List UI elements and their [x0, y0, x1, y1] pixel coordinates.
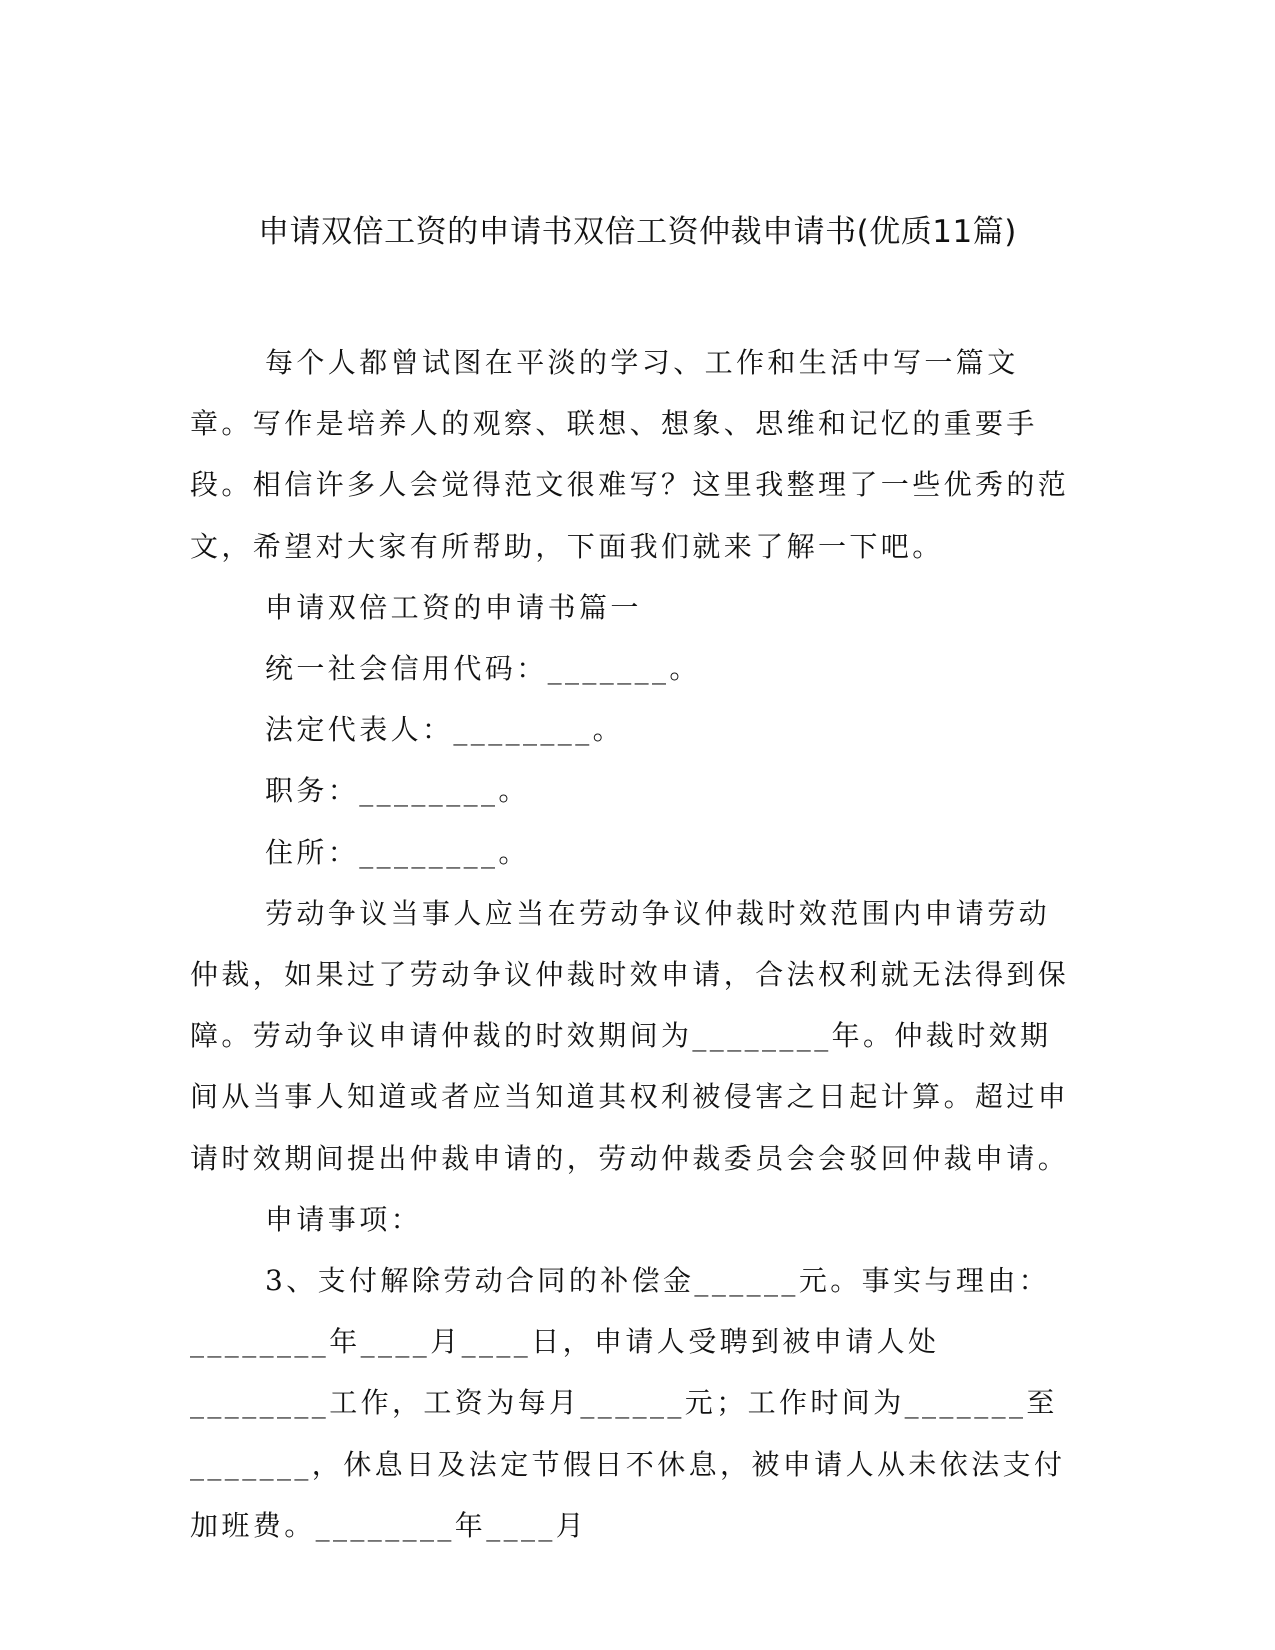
- credit-code-line: 统一社会信用代码：_______。: [265, 652, 701, 686]
- intro-paragraph: 每个人都曾试图在平淡的学习、工作和生活中写一篇文章。写作是培养人的观察、联想、想象、思维和记忆的重要手段。相信许多人会觉得范文很难写？这里我整理了一些优秀的范文，希望对大家有所帮助，下面我们就来了解一下吧。: [190, 346, 1070, 563]
- document-title: 申请双倍工资的申请书双倍工资仲裁申请书(优质11篇): [258, 214, 1017, 250]
- compensation-item-line: 3、支付解除劳动合同的补偿金______元。事实与理由：: [265, 1264, 1051, 1298]
- facts-paragraph: ________年____月____日，申请人受聘到被申请人处________工作，工资为每月______元；工作时间为_______至_______，休息日及法定节假日不休息，被申请人从未依法支付加班费。________年____月: [190, 1325, 1066, 1542]
- legal-representative-line: 法定代表人：________。: [265, 713, 625, 747]
- arbitration-limitation-paragraph: 劳动争议当事人应当在劳动争议仲裁时效范围内申请劳动仲裁，如果过了劳动争议仲裁时效申请，合法权利就无法得到保障。劳动争议申请仲裁的时效期间为________年。仲裁时效期间从当事人知道或者应当知道其权利被侵害之日起计算。超过申请时效期间提出仲裁申请的，劳动仲裁委员会会驳回仲裁申请。: [190, 896, 1070, 1175]
- address-line: 住所：________。: [265, 835, 530, 869]
- position-line: 职务：________。: [265, 774, 530, 808]
- section-heading: 申请双倍工资的申请书篇一: [265, 590, 642, 624]
- document-body: [190, 332, 1075, 1556]
- application-items-heading: 申请事项：: [265, 1202, 423, 1236]
